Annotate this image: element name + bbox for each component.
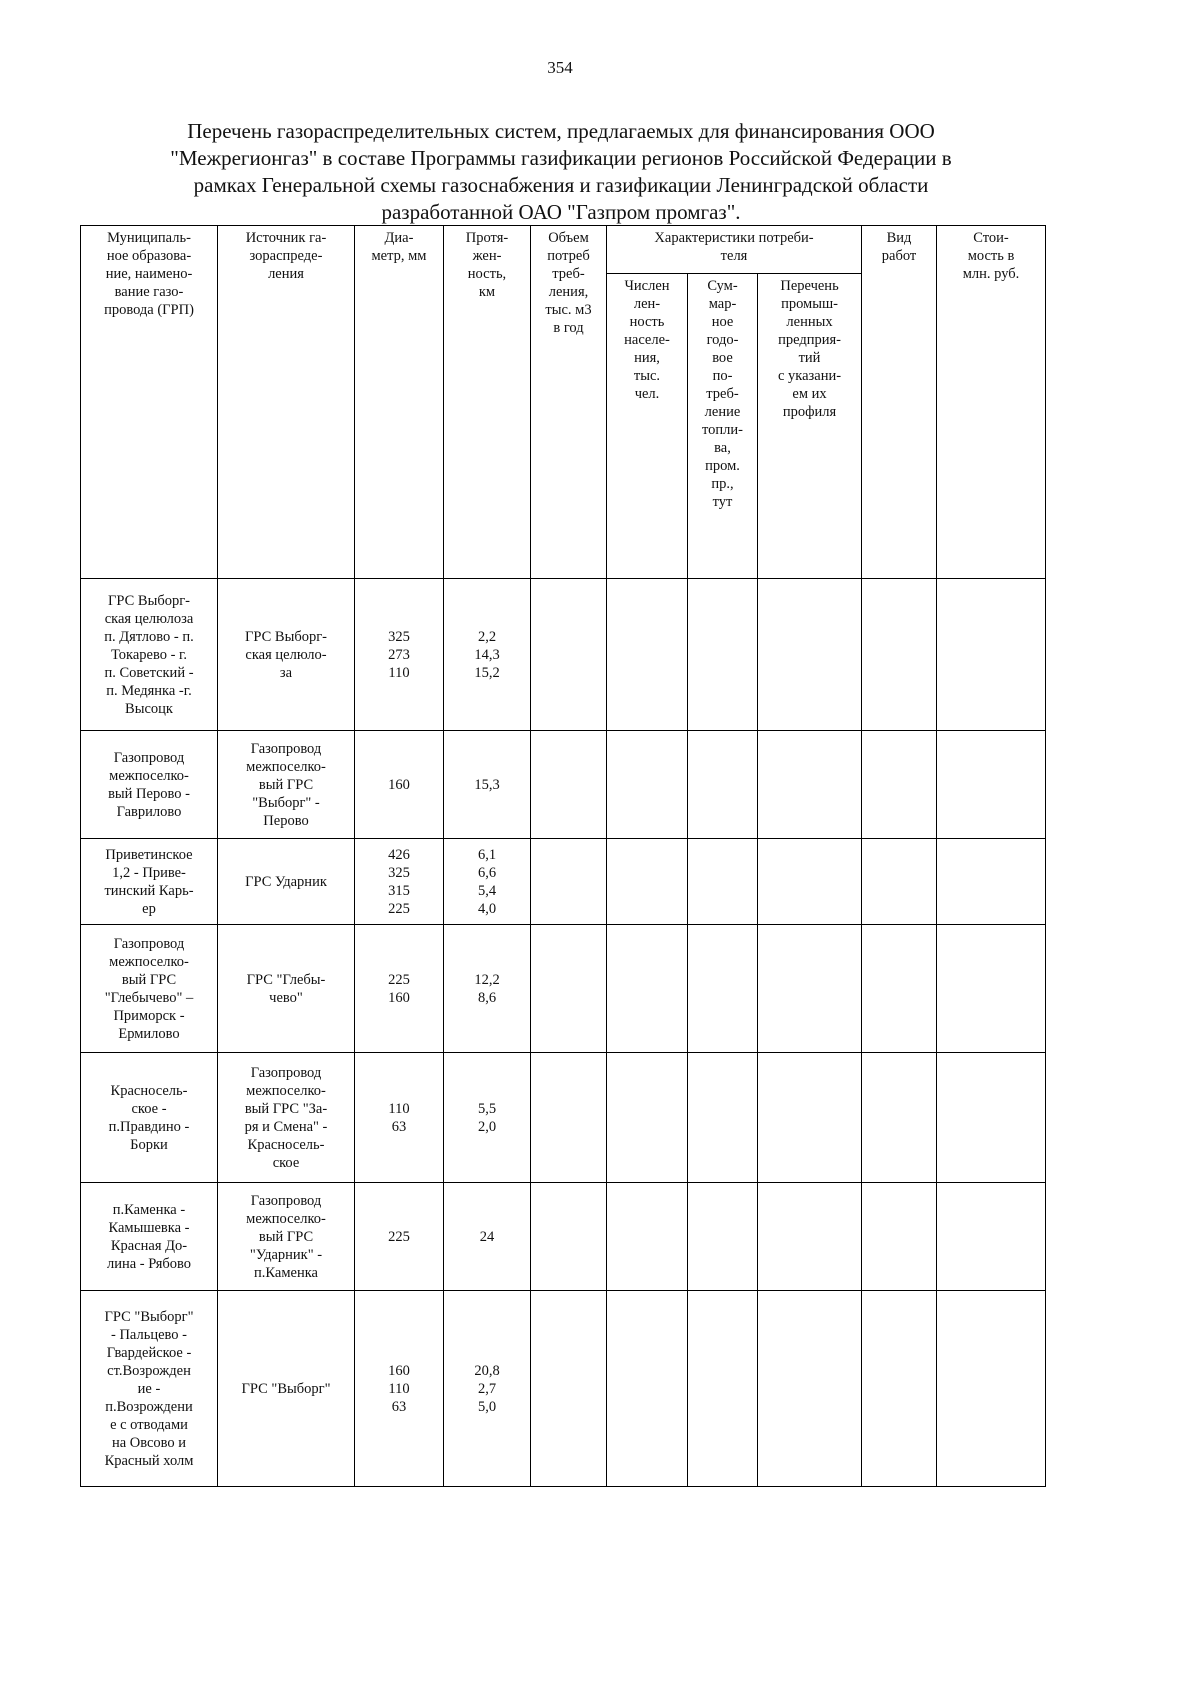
cell-line: по- xyxy=(712,368,733,384)
cell-line: е с отводами xyxy=(110,1416,188,1433)
cell-line: 160 xyxy=(388,989,410,1006)
cell-population xyxy=(607,1183,688,1291)
cell-line: 15,2 xyxy=(474,664,500,681)
cell-source xyxy=(218,1291,355,1487)
cell-total-consumption xyxy=(688,1183,758,1291)
cell-line: ность, xyxy=(467,266,507,282)
header-source xyxy=(218,226,355,579)
cell-enterprises xyxy=(758,925,862,1053)
cell-line: 2,2 xyxy=(477,628,497,645)
cell-population xyxy=(607,1053,688,1183)
cell-line: 20,8 xyxy=(474,1362,500,1379)
cell-line: км xyxy=(478,284,496,300)
cell-line: п.Правдино - xyxy=(108,1118,190,1135)
table-row xyxy=(81,1291,1046,1487)
cell-line: ность xyxy=(629,314,665,330)
cell-line: Борки xyxy=(130,1136,168,1153)
cell-line: 1,2 - Приве- xyxy=(112,864,186,881)
cell-line: за xyxy=(279,664,293,681)
header-work-type xyxy=(862,226,937,579)
cell-line: треб- xyxy=(706,386,739,402)
cell-cost xyxy=(937,839,1046,925)
cell-line: Высоцк xyxy=(125,700,173,717)
cell-line: ва, xyxy=(714,440,731,456)
cell-line: мость в xyxy=(967,248,1015,264)
cell-line: Ермилово xyxy=(118,1025,180,1042)
cell-line: ления, xyxy=(548,284,589,300)
cell-line: 160 xyxy=(388,776,410,793)
cell-line: ГРС "Выборг" xyxy=(104,1308,194,1325)
cell-diameter xyxy=(355,839,444,925)
cell-line: 5,4 xyxy=(477,882,497,899)
cell-work-type xyxy=(862,925,937,1053)
cell-volume xyxy=(531,839,607,925)
cell-line: вый ГРС xyxy=(121,971,177,988)
cell-diameter xyxy=(355,925,444,1053)
cell-line: 12,2 xyxy=(474,971,500,988)
cell-enterprises xyxy=(758,1053,862,1183)
cell-line: Газопровод xyxy=(250,1192,322,1209)
cell-line: ГРС "Глебы- xyxy=(246,971,326,988)
cell-line: Приветинское xyxy=(105,846,193,863)
cell-length xyxy=(444,1183,531,1291)
cell-line: 8,6 xyxy=(477,989,497,1006)
cell-enterprises xyxy=(758,839,862,925)
cell-work-type xyxy=(862,1053,937,1183)
cell-line: "Ударник" - xyxy=(249,1246,323,1263)
cell-enterprises xyxy=(758,731,862,839)
cell-cost xyxy=(937,1291,1046,1487)
cell-line: Объем xyxy=(548,230,589,246)
cell-work-type xyxy=(862,839,937,925)
title-line: "Межрегионгаз" в составе Программы газификации регионов Российской Федерации в xyxy=(170,146,952,170)
cell-line: ГРС Ударник xyxy=(245,873,327,890)
cell-municipality xyxy=(81,1183,218,1291)
cell-line: Стои- xyxy=(973,230,1009,246)
cell-line: Газопровод xyxy=(113,935,185,952)
cell-cost xyxy=(937,731,1046,839)
header-population xyxy=(607,274,688,579)
cell-line: потреб xyxy=(547,248,590,264)
cell-enterprises xyxy=(758,579,862,731)
cell-enterprises xyxy=(758,1291,862,1487)
cell-line: 315 xyxy=(388,882,410,899)
cell-source xyxy=(218,579,355,731)
cell-line: вый ГРС xyxy=(258,1228,314,1245)
table-row xyxy=(81,1053,1046,1183)
cell-line: в год xyxy=(553,320,584,336)
cell-line: ем их xyxy=(792,386,827,402)
cell-line: Приморск - xyxy=(113,1007,185,1024)
cell-line: ление xyxy=(704,404,741,420)
cell-line: ГРС Выборг- xyxy=(108,592,190,609)
cell-line: 273 xyxy=(388,646,410,663)
table-row xyxy=(81,579,1046,731)
cell-line: промыш- xyxy=(781,296,838,312)
cell-volume xyxy=(531,925,607,1053)
cell-line: ние, наимено- xyxy=(105,266,193,282)
cell-line: ное образова- xyxy=(106,248,192,264)
cell-cost xyxy=(937,1053,1046,1183)
cell-line: работ xyxy=(881,248,917,264)
table-row xyxy=(81,925,1046,1053)
cell-line: вое xyxy=(712,350,733,366)
cell-length xyxy=(444,579,531,731)
cell-line: ская целюлоза xyxy=(104,610,194,627)
cell-line: 325 xyxy=(388,628,410,645)
cell-line: Источник га- xyxy=(245,230,327,246)
cell-line: Гвардейское - xyxy=(106,1344,192,1361)
cell-total-consumption xyxy=(688,839,758,925)
cell-volume xyxy=(531,579,607,731)
cell-line: млн. руб. xyxy=(962,266,1020,282)
cell-diameter xyxy=(355,731,444,839)
cell-line: метр, мм xyxy=(371,248,427,264)
cell-volume xyxy=(531,1291,607,1487)
cell-line: вый ГРС "За- xyxy=(244,1100,328,1117)
cell-work-type xyxy=(862,579,937,731)
cell-line: Сум- xyxy=(707,278,738,294)
cell-line: профиля xyxy=(782,404,837,420)
cell-line: вание газо- xyxy=(114,284,184,300)
cell-municipality xyxy=(81,1053,218,1183)
cell-line: Газопровод xyxy=(250,1064,322,1081)
header-consumer-characteristics xyxy=(607,226,862,274)
cell-line: 225 xyxy=(388,900,410,917)
cell-line: 6,1 xyxy=(477,846,497,863)
cell-line: межпоселко- xyxy=(246,758,326,775)
cell-population xyxy=(607,579,688,731)
cell-line: на Овсово и xyxy=(111,1434,187,1451)
header-municipality xyxy=(81,226,218,579)
cell-line: Газопровод xyxy=(250,740,322,757)
cell-length xyxy=(444,839,531,925)
cell-line: 63 xyxy=(391,1118,407,1135)
cell-line: 2,0 xyxy=(477,1118,497,1135)
cell-total-consumption xyxy=(688,925,758,1053)
cell-line: 110 xyxy=(388,1100,410,1117)
cell-line: топли- xyxy=(702,422,743,438)
cell-line: 160 xyxy=(388,1362,410,1379)
cell-line: 5,0 xyxy=(477,1398,497,1415)
cell-line: пром. xyxy=(705,458,740,474)
cell-total-consumption xyxy=(688,731,758,839)
cell-line: - Пальцево - xyxy=(111,1326,187,1343)
cell-line: Красная До- xyxy=(110,1237,188,1254)
cell-line: ное xyxy=(711,314,734,330)
cell-line: 5,5 xyxy=(477,1100,497,1117)
cell-line: п. Советский - xyxy=(104,664,194,681)
cell-work-type xyxy=(862,731,937,839)
cell-line: Характеристики потреби- xyxy=(654,230,814,246)
cell-line: "Глебычево" – xyxy=(104,989,194,1006)
cell-line: Перечень xyxy=(780,278,839,294)
cell-line: п.Каменка - xyxy=(112,1201,186,1218)
cell-line: 225 xyxy=(388,971,410,988)
cell-line: Протя- xyxy=(465,230,509,246)
title-line: Перечень газораспределительных систем, предлагаемых для финансирования ООО xyxy=(187,119,935,143)
cell-line: 110 xyxy=(388,1380,410,1397)
cell-line: межпоселко- xyxy=(246,1082,326,1099)
cell-municipality xyxy=(81,925,218,1053)
header-length xyxy=(444,226,531,579)
cell-line: ря и Смена" - xyxy=(244,1118,328,1135)
cell-line: лина - Рябово xyxy=(106,1255,192,1272)
cell-line: Красносель- xyxy=(110,1082,188,1099)
cell-municipality xyxy=(81,839,218,925)
cell-municipality xyxy=(81,731,218,839)
cell-source xyxy=(218,839,355,925)
cell-cost xyxy=(937,1183,1046,1291)
cell-total-consumption xyxy=(688,1053,758,1183)
cell-line: ленных xyxy=(786,314,833,330)
cell-population xyxy=(607,731,688,839)
cell-line: вый ГРС xyxy=(258,776,314,793)
cell-line: вый Перово - xyxy=(108,785,190,802)
cell-line: мар- xyxy=(708,296,737,312)
cell-line: тут xyxy=(712,494,733,510)
cell-line: тыс. xyxy=(633,368,661,384)
header-total-consumption xyxy=(688,274,758,579)
cell-line: 14,3 xyxy=(474,646,500,663)
cell-line: ления xyxy=(268,266,304,282)
cell-source xyxy=(218,1053,355,1183)
cell-cost xyxy=(937,579,1046,731)
cell-line: ское - xyxy=(131,1100,167,1117)
cell-line: чел. xyxy=(634,386,660,402)
cell-municipality xyxy=(81,579,218,731)
cell-line: чево" xyxy=(269,989,303,1006)
cell-line: ское xyxy=(272,1154,300,1171)
cell-line: зораспреде- xyxy=(249,248,323,264)
cell-volume xyxy=(531,1183,607,1291)
cell-line: 2,7 xyxy=(477,1380,497,1397)
cell-line: тий xyxy=(798,350,821,366)
cell-line: Газопровод xyxy=(113,749,185,766)
cell-length xyxy=(444,731,531,839)
cell-volume xyxy=(531,731,607,839)
header-volume xyxy=(531,226,607,579)
cell-source xyxy=(218,731,355,839)
cell-line: 4,0 xyxy=(477,900,497,917)
header-enterprises xyxy=(758,274,862,579)
cell-line: межпоселко- xyxy=(109,767,189,784)
cell-line: провода (ГРП) xyxy=(104,302,194,318)
cell-line: п. Дятлово - п. xyxy=(104,628,194,645)
cell-population xyxy=(607,1291,688,1487)
cell-line: п.Каменка xyxy=(254,1264,318,1281)
cell-line: ния, xyxy=(634,350,660,366)
cell-enterprises xyxy=(758,1183,862,1291)
header-cost xyxy=(937,226,1046,579)
cell-line: лен- xyxy=(633,296,661,312)
cell-line: 426 xyxy=(388,846,410,863)
cell-cost xyxy=(937,925,1046,1053)
cell-line: предприя- xyxy=(778,332,841,348)
cell-line: 225 xyxy=(388,1228,410,1245)
cell-line: жен- xyxy=(472,248,502,264)
cell-line: Перово xyxy=(263,812,309,829)
cell-line: п.Возрождени xyxy=(105,1398,193,1415)
cell-total-consumption xyxy=(688,579,758,731)
table-row xyxy=(81,1183,1046,1291)
cell-line: Числен xyxy=(624,278,670,294)
header-diameter xyxy=(355,226,444,579)
cell-line: ская целюло- xyxy=(245,646,327,663)
cell-line: пр., xyxy=(711,476,734,492)
cell-line: 24 xyxy=(479,1228,495,1245)
cell-work-type xyxy=(862,1291,937,1487)
cell-municipality xyxy=(81,1291,218,1487)
cell-length xyxy=(444,1053,531,1183)
cell-line: "Выборг" - xyxy=(252,794,320,811)
cell-line: межпоселко- xyxy=(246,1210,326,1227)
cell-line: Камышевка - xyxy=(108,1219,190,1236)
cell-population xyxy=(607,925,688,1053)
cell-line: межпоселко- xyxy=(109,953,189,970)
cell-length xyxy=(444,1291,531,1487)
cell-diameter xyxy=(355,1183,444,1291)
cell-volume xyxy=(531,1053,607,1183)
cell-line: Красный холм xyxy=(104,1452,194,1469)
cell-work-type xyxy=(862,1183,937,1291)
cell-line: с указани- xyxy=(777,368,842,384)
cell-line: Гаврилово xyxy=(116,803,182,820)
cell-line: ГРС "Выборг" xyxy=(241,1380,331,1397)
cell-line: треб- xyxy=(552,266,585,282)
cell-line: 110 xyxy=(388,664,410,681)
cell-line: населе- xyxy=(624,332,670,348)
gas-systems-table xyxy=(80,225,1046,1487)
cell-length xyxy=(444,925,531,1053)
cell-line: ст.Возрожден xyxy=(107,1362,191,1379)
cell-line: тинский Карь- xyxy=(104,882,194,899)
cell-line: 6,6 xyxy=(477,864,497,881)
table-row xyxy=(81,731,1046,839)
cell-diameter xyxy=(355,579,444,731)
cell-line: Токарево - г. xyxy=(111,646,187,663)
cell-line: п. Медянка -г. xyxy=(106,682,192,699)
cell-line: Красносель- xyxy=(247,1136,325,1153)
cell-total-consumption xyxy=(688,1291,758,1487)
cell-line: 63 xyxy=(391,1398,407,1415)
cell-line: Муниципаль- xyxy=(107,230,191,246)
cell-diameter xyxy=(355,1291,444,1487)
cell-source xyxy=(218,925,355,1053)
title-line: рамках Генеральной схемы газоснабжения и газификации Ленинградской области xyxy=(193,173,929,197)
cell-line: ие - xyxy=(137,1380,161,1397)
cell-line: Вид xyxy=(886,230,912,246)
document-title xyxy=(96,118,1026,226)
cell-line: Диа- xyxy=(384,230,414,246)
title-line: разработанной ОАО "Газпром промгаз". xyxy=(381,200,741,224)
cell-source xyxy=(218,1183,355,1291)
table-row xyxy=(81,839,1046,925)
cell-line: ер xyxy=(142,900,156,917)
cell-line: тыс. м3 xyxy=(545,302,592,318)
page-number: 354 xyxy=(547,58,573,77)
cell-line: 15,3 xyxy=(474,776,500,793)
cell-line: ГРС Выборг- xyxy=(245,628,327,645)
cell-line: 325 xyxy=(388,864,410,881)
cell-line: теля xyxy=(720,248,748,264)
cell-population xyxy=(607,839,688,925)
cell-line: годо- xyxy=(706,332,739,348)
cell-diameter xyxy=(355,1053,444,1183)
